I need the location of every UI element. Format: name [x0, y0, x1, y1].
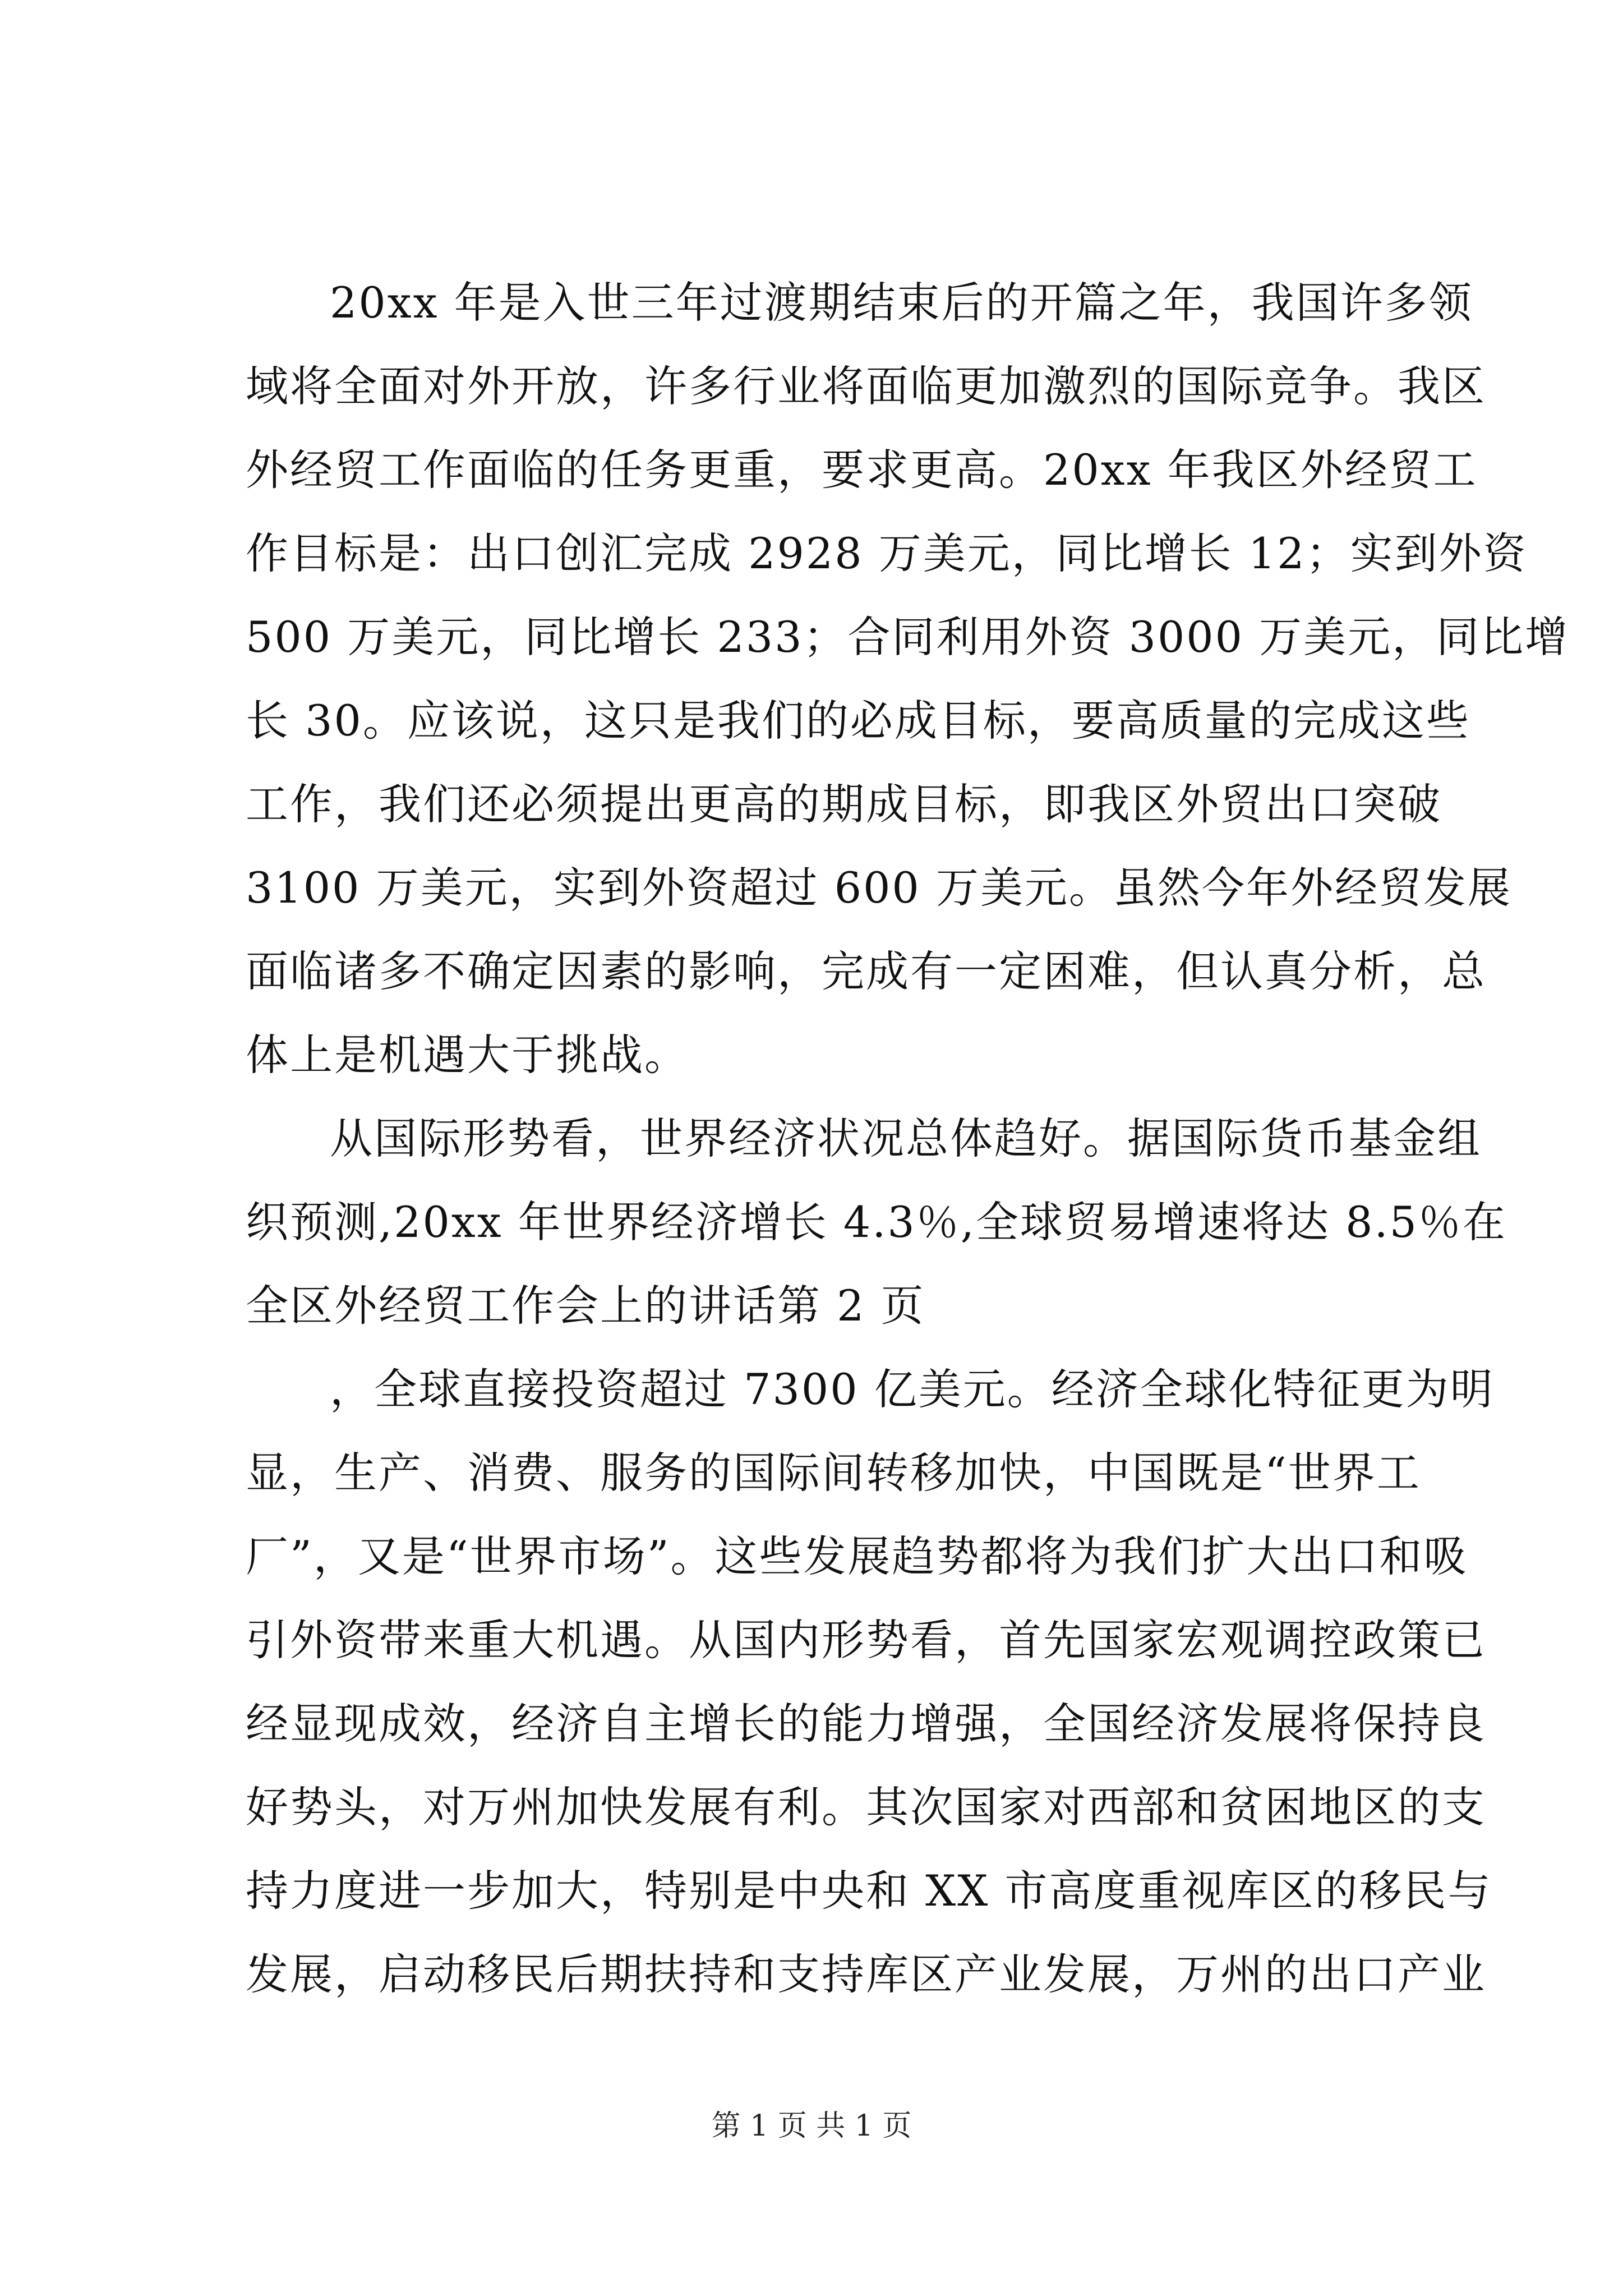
text-line: ，全球直接投资超过 7300 亿美元。经济全球化特征更为明	[330, 1364, 1495, 1414]
text-line: 经显现成效，经济自主增长的能力增强，全国经济发展将保持良	[246, 1699, 1486, 1749]
text-line: 厂”，又是“世界市场”。这些发展趋势都将为我们扩大出口和吸	[246, 1531, 1468, 1581]
text-line: 500 万美元，同比增长 233；合同利用外资 3000 万美元，同比增	[246, 612, 1570, 662]
text-line: 体上是机遇大于挑战。	[246, 1030, 689, 1080]
text-line: 域将全面对外开放，许多行业将面临更加激烈的国际竞争。我区	[246, 361, 1486, 411]
text-line: 3100 万美元，实到外资超过 600 万美元。虽然今年外经贸发展	[246, 863, 1512, 913]
document-body	[246, 261, 1570, 2016]
text-line: 20xx 年是入世三年过渡期结束后的开篇之年，我国许多领	[330, 278, 1473, 328]
text-line: 引外资带来重大机遇。从国内形势看，首先国家宏观调控政策已	[246, 1615, 1486, 1665]
text-line: 作目标是：出口创汇完成 2928 万美元，同比增长 12；实到外资	[246, 528, 1528, 578]
page-footer: 第 1 页 共 1 页	[711, 2109, 912, 2143]
text-line: 从国际形势看，世界经济状况总体趋好。据国际货币基金组	[330, 1114, 1482, 1163]
text-line: 好势头，对万州加快发展有利。其次国家对西部和贫困地区的支	[246, 1782, 1486, 1832]
text-line: 外经贸工作面临的任务更重，要求更高。20xx 年我区外经贸工	[246, 445, 1478, 495]
text-line: 全区外经贸工作会上的讲话第 2 页	[246, 1281, 925, 1331]
text-line: 持力度进一步加大，特别是中央和 XX 市高度重视库区的移民与	[246, 1866, 1492, 1916]
text-line: 工作，我们还必须提出更高的期成目标，即我区外贸出口突破	[246, 779, 1442, 829]
text-line: 面临诸多不确定因素的影响，完成有一定困难，但认真分析，总	[246, 946, 1486, 996]
text-line: 显，生产、消费、服务的国际间转移加快，中国既是“世界工	[246, 1448, 1421, 1498]
text-line: 长 30。应该说，这只是我们的必成目标，要高质量的完成这些	[246, 696, 1470, 746]
text-line: 织预测,20xx 年世界经济增长 4.3％,全球贸易增速将达 8.5％在	[246, 1197, 1507, 1247]
text-line: 发展，启动移民后期扶持和支持库区产业发展，万州的出口产业	[246, 1949, 1486, 1999]
